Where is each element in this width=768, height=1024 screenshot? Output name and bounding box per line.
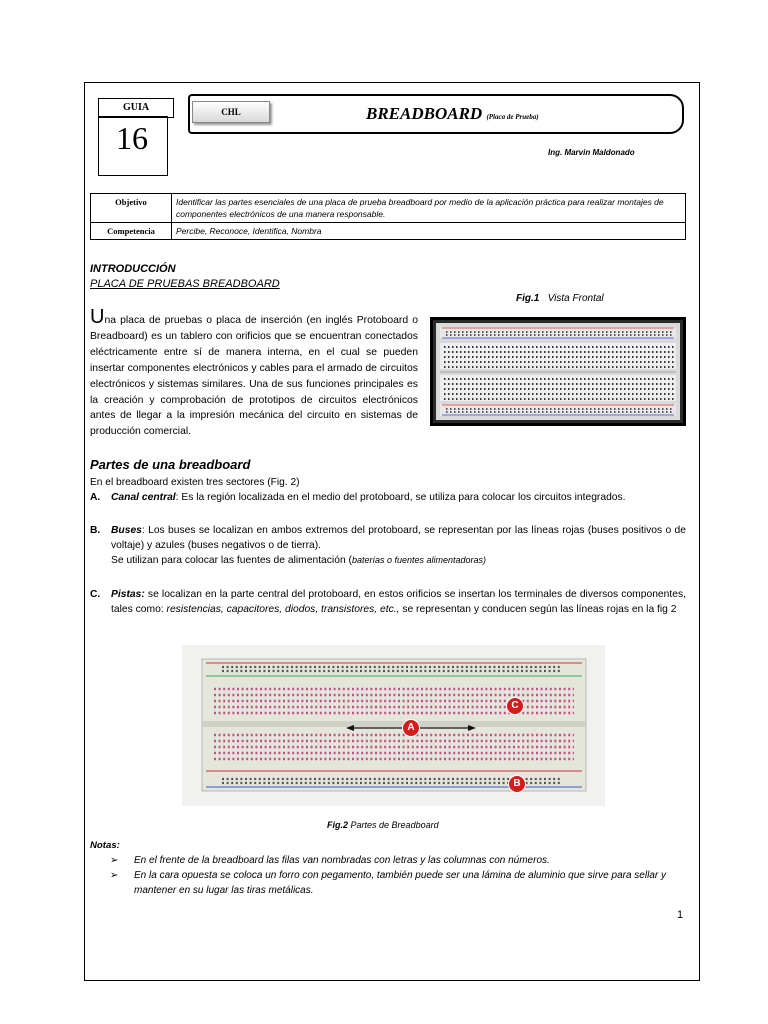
parts-heading: Partes de una breadboard bbox=[90, 457, 251, 472]
item-term: Canal central bbox=[111, 492, 176, 503]
info-table bbox=[90, 193, 686, 240]
badge-b: B bbox=[508, 775, 526, 793]
fig1-caption-text: Vista Frontal bbox=[547, 293, 604, 304]
parts-intro: En el breadboard existen tres sectores (Fig. 2) bbox=[90, 477, 300, 488]
item-letter: B. bbox=[90, 525, 101, 536]
item-text: : Es la región localizada en el medio del protoboard, se utiliza para colocar los circuitos integrados. bbox=[175, 492, 626, 503]
item-body bbox=[111, 587, 686, 617]
item-text2: se representan y conducen según las líneas rojas en la fig 2 bbox=[399, 604, 677, 615]
item-letter: C. bbox=[90, 589, 101, 600]
item-term: Buses bbox=[111, 525, 142, 536]
item-line2: Se utilizan para colocar las fuentes de alimentación ( bbox=[111, 555, 352, 566]
fig2-caption bbox=[327, 818, 439, 833]
guia-label: GUIA bbox=[98, 98, 174, 118]
item-term: Pistas: bbox=[111, 589, 145, 600]
competencia-value: Percibe, Reconoce, Identifica, Nombra bbox=[172, 223, 686, 240]
table-row bbox=[91, 194, 686, 223]
fig1-caption bbox=[516, 291, 604, 306]
intro-subheading: PLACA DE PRUEBAS BREADBOARD bbox=[90, 278, 280, 290]
badge-a: A bbox=[402, 719, 420, 737]
fig2-label: Fig.2 bbox=[327, 820, 349, 830]
item-italic: resistencias, capacitores, diodos, transistores, etc., bbox=[166, 604, 400, 615]
title-sub: (Placa de Prueba) bbox=[486, 113, 539, 121]
intro-paragraph bbox=[90, 306, 418, 440]
chl-tab: CHL bbox=[192, 101, 270, 123]
drop-letter: U bbox=[90, 306, 105, 328]
document-title bbox=[366, 104, 539, 127]
title-main: BREADBOARD bbox=[366, 104, 483, 123]
intro-paragraph-text: na placa de pruebas o placa de inserción (en inglés Protoboard o Breadboard) es un tablero con orificios que se encuentran conectados eléctricamente entre sí de manera interna, en el cual se pueden insertar componentes electrónicos y cables para el armado de circuitos electrónicos y sistemas similares. Una de sus funciones principales es la creación y comprobación de prototipos de circuitos electrónicos antes de llegar a la impresión mecánica del circuito en sistemas de producción comercial. bbox=[90, 315, 418, 438]
breadboard-front-image bbox=[436, 323, 680, 420]
item-text: se localizan en la parte central del protoboard, en estos orificios se insertan los terminales de diversos componentes, tales como: bbox=[111, 589, 686, 615]
item-line2-italic: baterías o fuentes alimentadoras) bbox=[351, 555, 487, 565]
bullet-arrow-icon: ➢ bbox=[110, 870, 119, 881]
item-body bbox=[111, 490, 686, 505]
fig1-label: Fig.1 bbox=[516, 293, 540, 304]
fig2-image bbox=[182, 645, 605, 806]
intro-heading: INTRODUCCIÓN bbox=[90, 263, 176, 275]
note-text: En la cara opuesta se coloca un forro con pegamento, también puede ser una lámina de aluminio que sirve para sellar y mantener en su lugar las tiras metálicas. bbox=[134, 870, 666, 896]
fig2-caption-text: Partes de Breadboard bbox=[350, 820, 439, 830]
guia-number: 16 bbox=[116, 120, 148, 156]
item-text: : Los buses se localizan en ambos extremos del protoboard, se representan por las líneas rojas (buses positivos o de voltaje) y azules (buses negativos o de tierra). bbox=[111, 525, 686, 551]
page-number: 1 bbox=[677, 909, 684, 921]
table-row bbox=[91, 223, 686, 240]
objetivo-label: Objetivo bbox=[91, 194, 172, 223]
bullet-arrow-icon: ➢ bbox=[110, 855, 119, 866]
objetivo-value: Identificar las partes esenciales de una placa de prueba breadboard por medio de la aplicación práctica para realizar montajes de componentes electrónicos de una manera responsable. bbox=[172, 194, 686, 223]
notes-heading: Notas: bbox=[90, 840, 120, 851]
fig1-image bbox=[430, 317, 686, 426]
breadboard-parts-image bbox=[182, 645, 605, 806]
badge-c: C bbox=[506, 697, 524, 715]
competencia-label: Competencia bbox=[91, 223, 172, 240]
note-text: En el frente de la breadboard las filas van nombradas con letras y las columnas con números. bbox=[134, 855, 550, 866]
item-body bbox=[111, 523, 686, 568]
author: Ing. Marvin Maldonado bbox=[548, 148, 635, 157]
item-letter: A. bbox=[90, 492, 101, 503]
